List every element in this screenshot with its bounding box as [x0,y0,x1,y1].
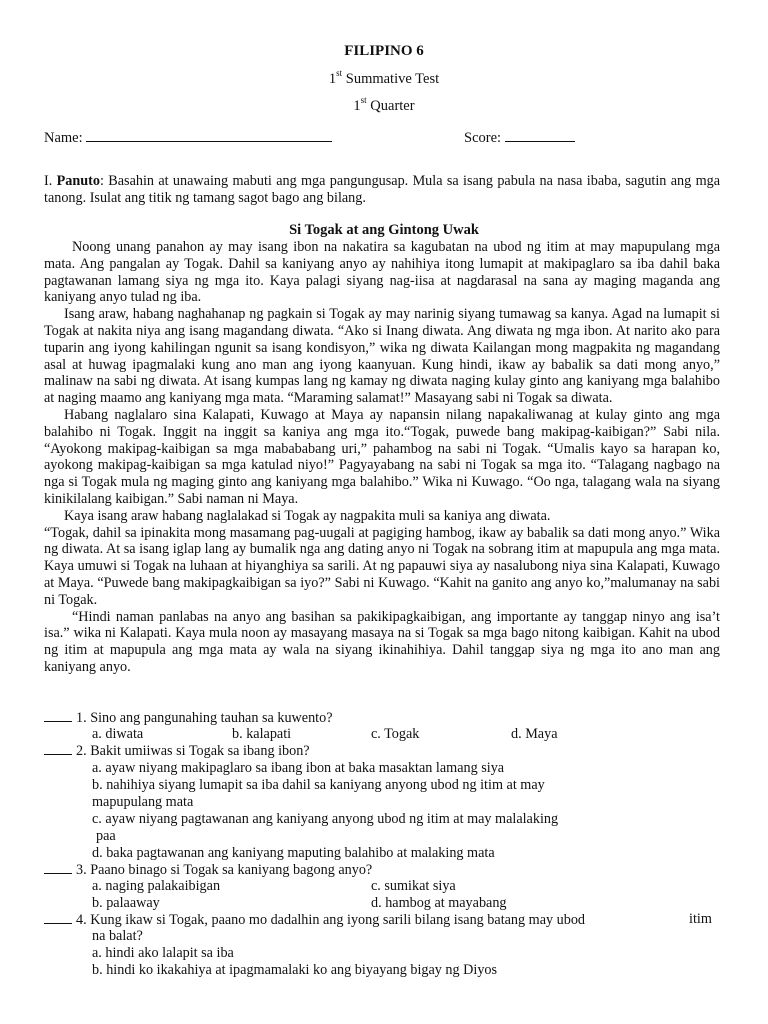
section-number: I. [44,173,53,189]
story-paragraph: “Togak, dahil sa ipinakita mong masamang pag-uugali at pagiging hambog, ikaw ay babalik sa dati mong anyo.” Wika ng diwata. At sa isang iglap lang ay bumalik nga ang dating anyo ni Togak na sobrang itim at mapupula ang mga mata. Kaya umuwi si Togak na luhaan at hiyanghiya sa sarili. At ng papauwi siya ay nasalubong niya sina Kalapati, Kuwago at Maya. “Puwede bang makipagkaibigan sa iyo?” Sabi ni Kuwago. “Kahit na ganito ang anyo ko,”malumanay na sabi ni Togak. [44,524,720,608]
story-paragraph: Kaya isang araw habang naglalakad si Togak ay nagpakita muli sa kaniya ang diwata. [64,507,551,524]
choice-b: b. kalapati [232,726,292,742]
question-text: 3. Paano binago si Togak sa kaniyang bagong anyo? [76,862,373,878]
choice-c-continued: paa [96,828,116,844]
score-field [464,128,575,147]
question-text-end: itim [689,911,712,927]
test-number: 1 [328,71,337,87]
story-paragraph: “Hindi naman panlabas na anyo ang basihan sa pakikipagkaibigan, ang importante ay tanggap ninyo ang isa’t isa.” wika ni Kalapati. Kaya mula noon ay masayang masaya na si Togak sa mga bago nitong kaibigan. Kahit na ubod ng itim at mapupula ang mga mata ay wala na siyang ikinahihiya. Dahil tanggap siya ng mga ito ano man ang kaniyang anyo. [44,608,720,675]
choice-a: a. ayaw niyang makipaglaro sa ibang ibon at baka masaktan lamang siya [92,760,505,776]
name-blank[interactable] [86,128,332,142]
choice-b: b. hindi ko ikakahiya at ipagmamalaki ko ang biyayang bigay ng Diyos [92,962,498,978]
question-text: 1. Sino ang pangunahing tauhan sa kuwento? [76,710,333,726]
choice-b: b. palaaway [92,895,160,911]
choice-b-continued: mapupulang mata [92,794,194,810]
instructions-text: : Basahin at unawaing mabuti ang mga pangungusap. Mula sa isang pabula na nasa ibaba, sagutin ang mga tanong. Isulat ang titik ng tamang sagot bago ang bilang. [44,173,720,206]
question-2 [44,742,310,760]
story-paragraph: Noong unang panahon ay may isang ibon na nakatira sa kagubatan na ubod ng itim at may mapupulang mga mata. Ang pangalan ay Togak. Dahil sa kaniyang anyo ay nahihiya itong lumapit at makipaglaro sa iba dahil baka pagtawanan lamang siya ng mga ito. Kaya palagi siyang nag-iisa at nagdarasal na sana ay maging maganda ang kaniyang anyo tulad ng iba. [44,239,720,306]
question-text: 4. Kung ikaw si Togak, paano mo dadalhin ang iyong sarili bilang isang batang may ubod [76,912,586,928]
choice-c: c. ayaw niyang pagtawanan ang kaniyang anyong ubod ng itim at may malalaking [92,811,559,827]
question-1 [44,709,333,727]
choice-c: c. Togak [371,726,420,742]
story-body [44,239,720,676]
quarter-label [0,95,768,115]
choice-d: d. Maya [511,726,558,742]
quarter-text: Quarter [366,98,415,114]
quarter-number: 1 [353,98,361,114]
test-type [0,68,768,88]
name-field [44,128,332,147]
document-title: FILIPINO 6 [344,43,424,59]
question-4 [44,911,585,929]
choice-d: d. baka pagtawanan ang kaniyang maputing balahibo at malaking mata [92,845,495,861]
score-blank[interactable] [505,128,575,142]
choice-a: a. naging palakaibigan [92,878,221,894]
story-paragraph: Habang naglalaro sina Kalapati, Kuwago at Maya ay napansin nilang napakaliwanag at kulay ginto ang mga balahibo ni Togak. Inggit na inggit sa kaniya ang mga ito.“Togak, puwede bang makipag-kaibigan?” Sabi nila. “Ayokong makipag-kaibigan sa mga mabababang uri,” pahambog na sabi ni Togak. “Umalis kayo sa harapan ko, ayokong makipag-kaibigan sa mga katulad niyo!” Pagyayabang na sabi ni Togak sa mga ito. “Talagang nagbago na nga si Togak mula ng maging ginto ang kaniyang mga balahibo.” Wika ni Kuwago. “Oo nga, talagang wala na siyang kinikilalang kaibigan.” Sabi naman ni Maya. [44,406,720,507]
story-title: Si Togak at ang Gintong Uwak [289,222,479,238]
ordinal-suffix: st [360,95,367,106]
answer-blank[interactable] [44,709,72,722]
choice-a: a. diwata [92,726,144,742]
choice-c: c. sumikat siya [371,878,456,894]
question-3 [44,861,372,879]
question-text-continued: na balat? [92,928,143,944]
test-type-text: Summative Test [342,71,440,87]
name-label: Name: [44,130,83,146]
choice-d: d. hambog at mayabang [371,895,507,911]
instructions-label: Panuto [56,173,100,189]
story-paragraph: Isang araw, habang naghahanap ng pagkain si Togak ay may narinig siyang tumawag sa kanya. Agad na lumapit si Togak at nakita niya ang isang magandang diwata. “Ako si Inang diwata. Ang diwata ng mga ibon. At narito ako para tuparin ang iyong kahilingan ngunit sa isang kondisyon,” wika ng diwata Kailangan mong magpakita ng magandang asal at huwag ipagmalaki kung ano man ang iyong kaanyuan. Kung hindi, ikaw ay babalik sa dati mong anyo,” malinaw na sabi ng diwata. At isang kumpas lang ng kamay ng diwata naging kulay ginto ang kaniyang mga balahibo at naging maamo ang kaniyang mga mata. “Maraming salamat!” Masayang sabi ni Togak sa diwata. [44,306,720,407]
question-text: 2. Bakit umiiwas si Togak sa ibang ibon? [76,743,310,759]
score-label: Score: [464,130,502,146]
choice-a: a. hindi ako lalapit sa iba [92,945,234,961]
ordinal-suffix: st [336,68,343,79]
answer-blank[interactable] [44,911,72,924]
choice-b: b. nahihiya siyang lumapit sa iba dahil sa kaniyang anyong ubod ng itim at may [92,777,545,793]
answer-blank[interactable] [44,742,72,755]
instructions [44,173,720,207]
answer-blank[interactable] [44,861,72,874]
